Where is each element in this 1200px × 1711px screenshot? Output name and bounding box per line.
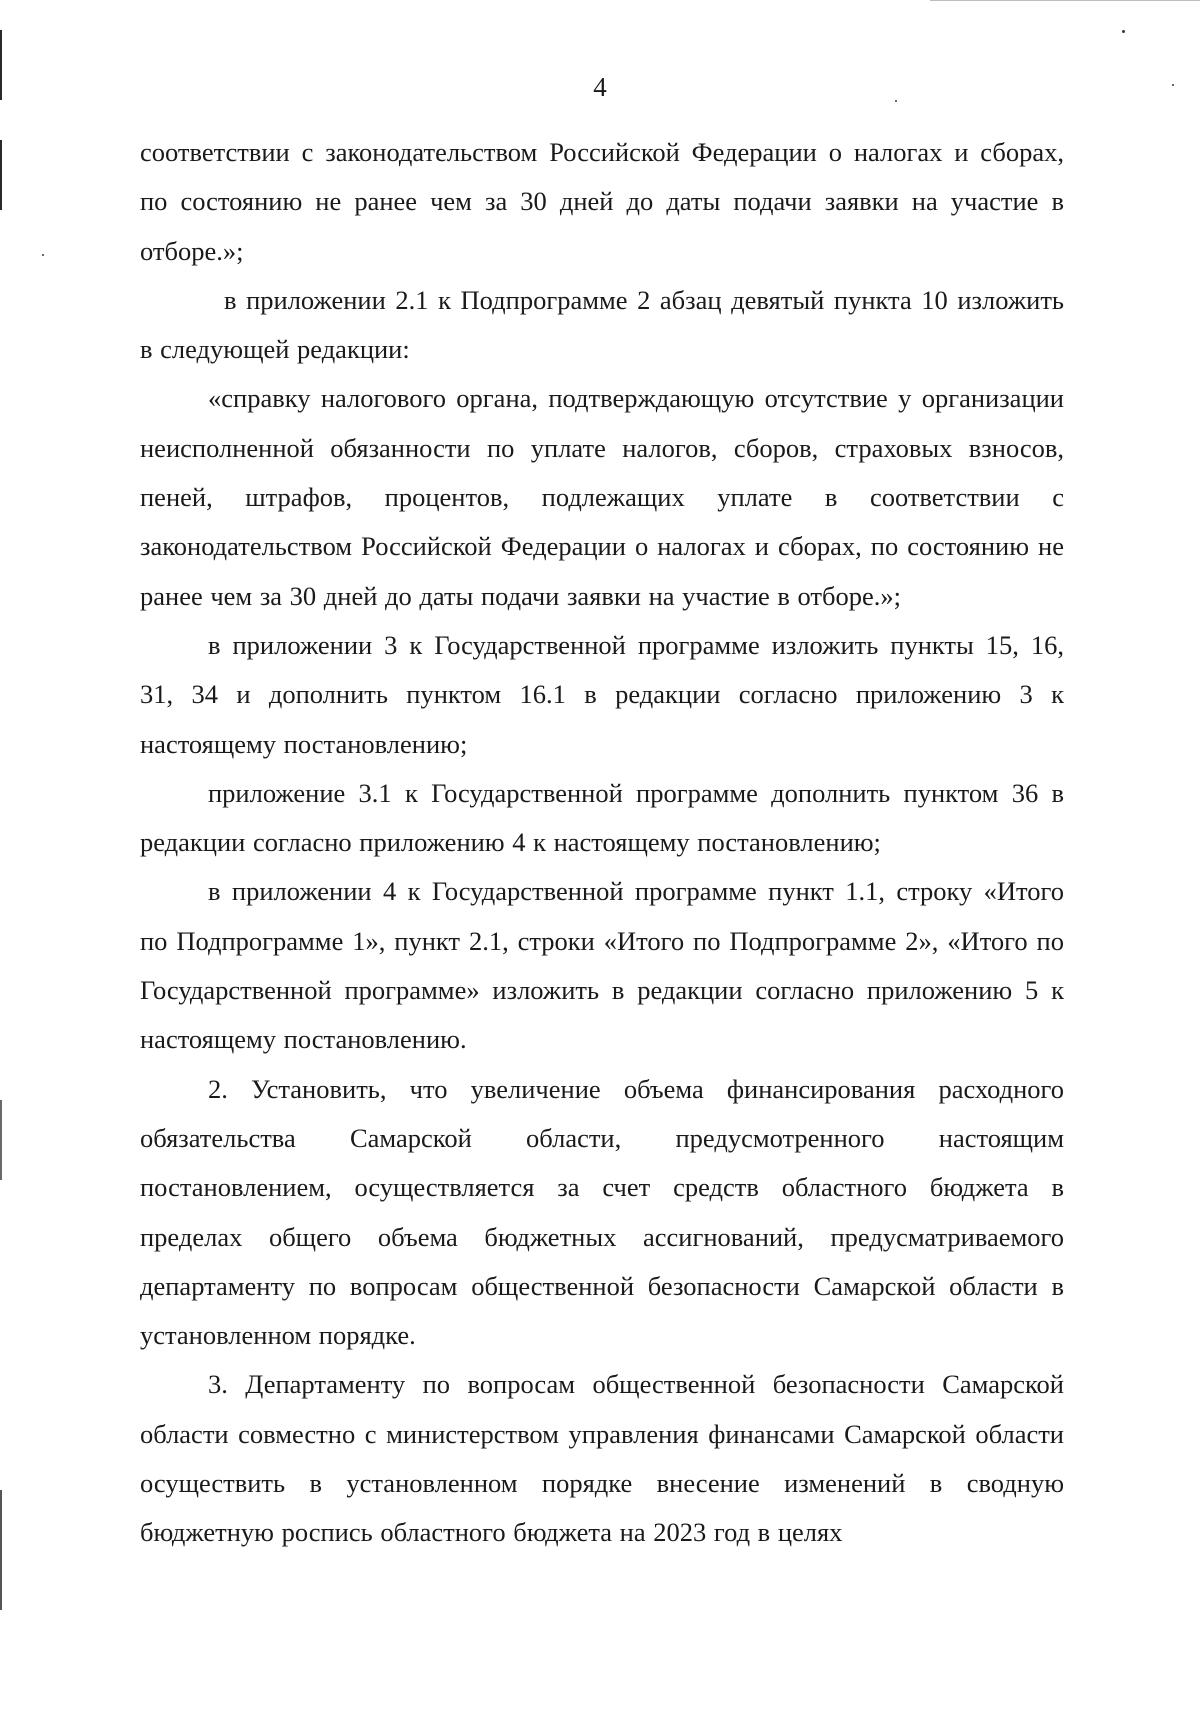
scan-speck	[1122, 30, 1125, 33]
scan-edge-rule	[930, 0, 1200, 1]
scan-speck	[42, 254, 44, 256]
paragraph: в приложении 3 к Государственной программе изложить пункты 15, 16, 31, 34 и дополнить пунктом 16.1 в редакции согласно приложению 3 к настоящему постановлению;	[140, 629, 1064, 759]
scan-edge-mark	[0, 1100, 2, 1180]
scan-edge-mark	[0, 1490, 2, 1610]
paragraph: «справку налогового органа, подтверждающую отсутствие у организации неисполненной обязанности по уплате налогов, сборов, страховых взносов, пеней, штрафов, процентов, подлежащих уплате в соответствии с законодательством Российской Федерации о налогах и сборах, по состоянию не ранее чем за 30 дней до даты подачи заявки на участие в отборе.»;	[140, 383, 1064, 611]
paragraph: соответствии с законодательством Российской Федерации о налогах и сборах, по состоянию не ранее чем за 30 дней до даты подачи заявки на участие в отборе.»;	[140, 137, 1064, 266]
paragraph: 2. Установить, что увеличение объема финансирования расходного обязательства Самарской области, предусмотренного настоящим постановлением, осуществляется за счет средств областного бюджета в пределах общего объема бюджетных ассигнований, предусматриваемого департаменту по вопросам общественной безопасности Самарской области в установленном порядке.	[140, 1073, 1064, 1351]
scan-edge-mark	[0, 140, 2, 210]
page-number: 4	[593, 72, 607, 102]
document-body	[140, 128, 1064, 1558]
paragraph: в приложении 2.1 к Подпрограмме 2 абзац девятый пункта 10 изложить в следующей редакции:	[140, 284, 1064, 365]
paragraph: в приложении 4 к Государственной программе пункт 1.1, строку «Итого по Подпрограмме 1», пункт 2.1, строки «Итого по Подпрограмме 2», «Итого по Государственной программе» изложить в редакции согласно приложению 5 к настоящему постановлению.	[140, 876, 1064, 1055]
paragraph: приложение 3.1 к Государственной программе дополнить пунктом 36 в редакции согласно приложению 4 к настоящему постановлению;	[140, 777, 1064, 858]
paragraph: 3. Департаменту по вопросам общественной безопасности Самарской области совместно с министерством управления финансами Самарской области осуществить в установленном порядке внесение изменений в сводную бюджетную роспись областного бюджета на 2023 год в целях	[140, 1369, 1064, 1548]
